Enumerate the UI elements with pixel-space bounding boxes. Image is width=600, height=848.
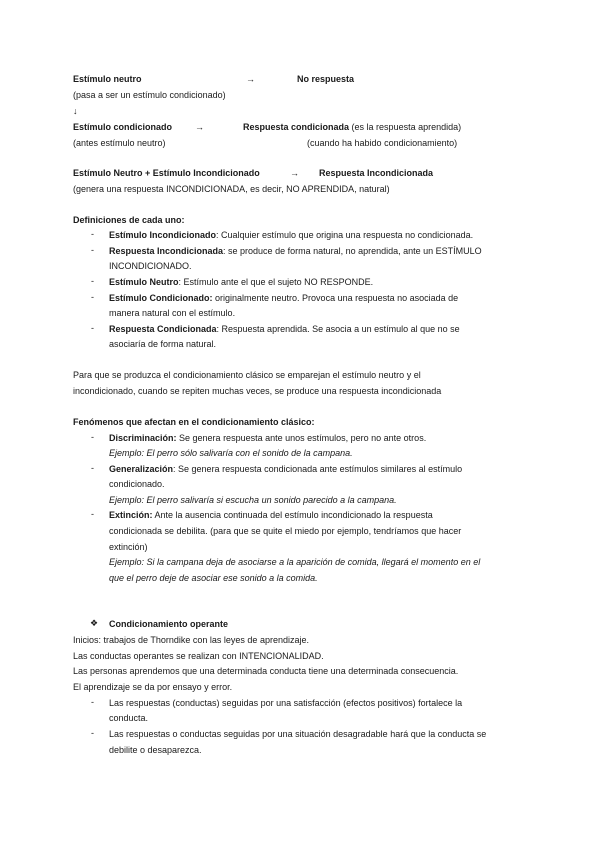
definition-item (109, 276, 373, 288)
operant-line: Las personas aprendemos que una determinada conducta tiene una determinada consecuencia. (73, 666, 459, 676)
operant-line: Las conductas operantes se realizan con INTENCIONALIDAD. (73, 651, 324, 661)
definition-term: Respuesta Condicionada (109, 324, 217, 334)
conditioned-response-label: Respuesta condicionada (243, 122, 350, 132)
phenomenon-text: : Se genera respuesta condicionada ante estímulos similares al estímulo (173, 464, 463, 474)
phenomenon-text: Ante la ausencia continuada del estímulo incondicionado la respuesta (152, 510, 433, 520)
phenomenon-text: Se genera respuesta ante unos estímulos, pero no ante otros. (176, 433, 427, 443)
combo-note: (genera una respuesta INCONDICIONADA, es decir, NO APRENDIDA, natural) (73, 184, 390, 194)
generalization-example: Ejemplo: El perro salivaría si escucha un sonido parecido a la campana. (109, 495, 397, 505)
extinction-text-cont: extinción) (109, 542, 148, 552)
definition-term: Estímulo Condicionado: (109, 293, 213, 303)
dash: - (91, 697, 94, 707)
dash: - (91, 463, 94, 473)
discrimination-item (109, 432, 426, 444)
paragraph-line-1: Para que se produzca el condicionamiento clásico se emparejan el estímulo neutro y el (73, 370, 421, 380)
definitions-heading: Definiciones de cada uno: (73, 215, 185, 225)
definition-term: Estímulo Incondicionado (109, 230, 217, 240)
arrow-2: → (195, 122, 204, 132)
definition-item (109, 245, 482, 257)
arrow-1: → (246, 74, 255, 84)
generalization-text-cont: condicionado. (109, 479, 165, 489)
definition-item (109, 229, 473, 241)
dash: - (91, 229, 94, 239)
definition-text-cont: asociaría de forma natural. (109, 339, 217, 349)
operant-title: Condicionamiento operante (109, 619, 229, 629)
dash: - (91, 509, 94, 519)
definition-text: : Estímulo ante el que el sujeto NO RESPONDE. (178, 277, 374, 287)
generalization-item (109, 463, 462, 475)
conditioned-response-line (243, 121, 461, 133)
neutral-note: (pasa a ser un estímulo condicionado) (73, 90, 226, 100)
combo-label: Estímulo Neutro + Estímulo Incondicionado (73, 168, 260, 178)
dash: - (91, 276, 94, 286)
no-response-label: No respuesta (297, 74, 355, 84)
definition-text: : Cualquier estímulo que origina una respuesta no condicionada. (216, 230, 474, 240)
phenomena-heading: Fenómenos que afectan en el condicionamiento clásico: (73, 417, 315, 427)
definition-term: Respuesta Incondicionada (109, 246, 224, 256)
down-arrow: ↓ (73, 106, 78, 116)
dash: - (91, 292, 94, 302)
extinction-item (109, 509, 433, 521)
diamond-bullet-icon: ❖ (90, 618, 99, 628)
extinction-text-cont: condicionada se debilita. (para que se quite el miedo por ejemplo, tendríamos que hacer (109, 526, 462, 536)
operant-item-2-cont: debilite o desaparezca. (109, 745, 202, 755)
conditioned-response-note: (es la respuesta aprendida) (351, 122, 462, 132)
definition-item (109, 292, 458, 304)
operant-item-1-cont: conducta. (109, 713, 149, 723)
unconditioned-response-label: Respuesta Incondicionada (319, 168, 434, 178)
operant-line: El aprendizaje se da por ensayo y error. (73, 682, 233, 692)
extinction-example-cont: que el perro deje de asociar ese sonido a la comida. (109, 573, 318, 583)
definition-text: : se produce de forma natural, no aprendida, ante un ESTÍMULO (223, 246, 482, 256)
operant-item-1: Las respuestas (conductas) seguidas por una satisfacción (efectos positivos) fortalece la (109, 698, 463, 708)
operant-line: Inicios: trabajos de Thorndike con las leyes de aprendizaje. (73, 635, 309, 645)
phenomenon-term: Generalización (109, 464, 174, 474)
phenomenon-term: Discriminación: (109, 433, 177, 443)
phenomenon-term: Extinción: (109, 510, 153, 520)
before-note: (antes estímulo neutro) (73, 138, 166, 148)
neutral-stimulus-label: Estímulo neutro (73, 74, 142, 84)
definition-text: originalmente neutro. Provoca una respuesta no asociada de (212, 293, 459, 303)
dash: - (91, 245, 94, 255)
extinction-example: Ejemplo: Si la campana deja de asociarse a la aparición de comida, llegará el momento en el (109, 557, 481, 567)
definition-text-cont: INCONDICIONADO. (109, 261, 192, 271)
definition-item (109, 323, 460, 335)
definition-text: : Respuesta aprendida. Se asocia a un estímulo al que no se (216, 324, 460, 334)
arrow-3: → (290, 168, 299, 178)
definition-term: Estímulo Neutro (109, 277, 179, 287)
discrimination-example: Ejemplo: El perro sólo salivaría con el sonido de la campana. (109, 448, 353, 458)
operant-item-2: Las respuestas o conductas seguidas por una situación desagradable hará que la conducta se (109, 729, 487, 739)
paragraph-line-2: incondicionado, cuando se repiten muchas veces, se produce una respuesta incondicionada (73, 386, 442, 396)
dash: - (91, 728, 94, 738)
dash: - (91, 432, 94, 442)
dash: - (91, 323, 94, 333)
conditioned-stimulus-label: Estímulo condicionado (73, 122, 173, 132)
after-note: (cuando ha habido condicionamiento) (307, 138, 458, 148)
definition-text-cont: manera natural con el estímulo. (109, 308, 236, 318)
